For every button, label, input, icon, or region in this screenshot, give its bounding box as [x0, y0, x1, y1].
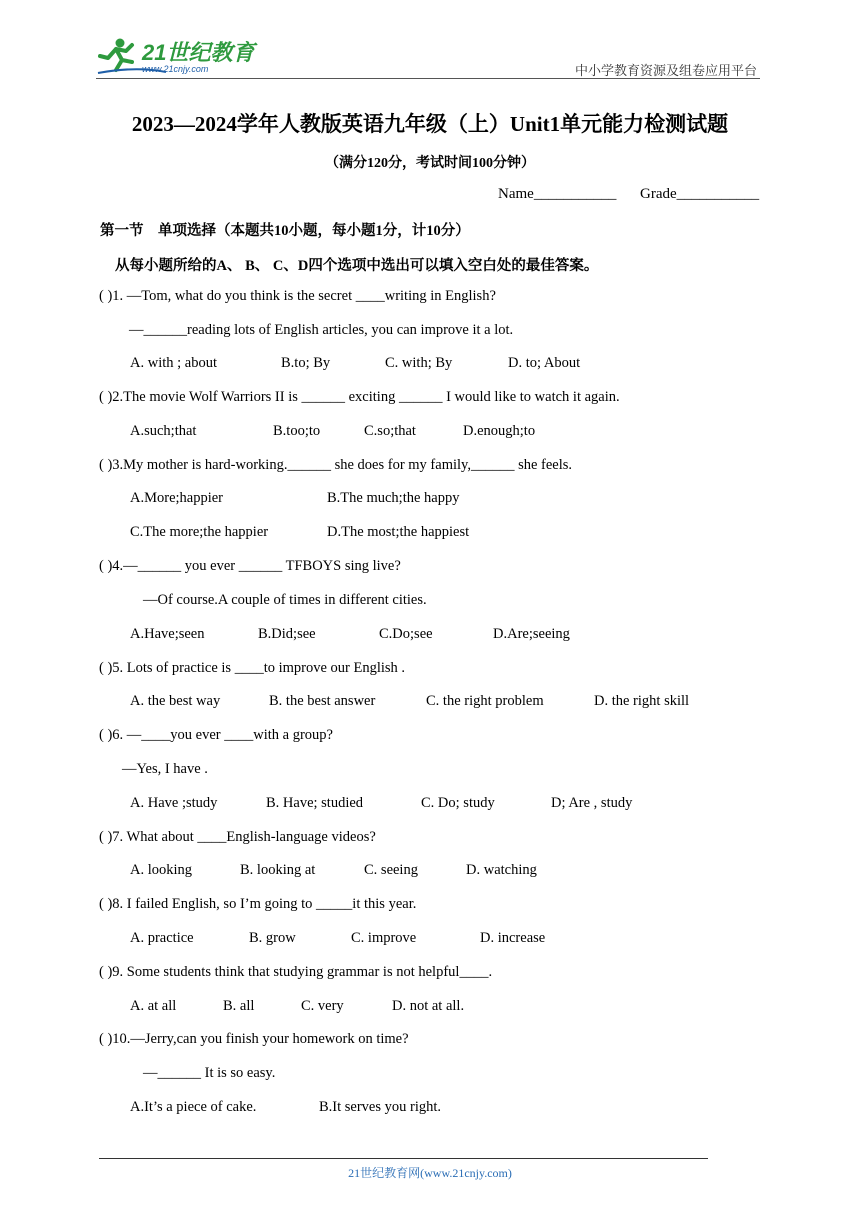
question-2: ( )2.The movie Wolf Warriors II is ______ exciting ______ I would like to watch it again. [99, 389, 620, 405]
option-3b: B.The much;the happy [327, 490, 460, 506]
question-10: ( )10.—Jerry,can you finish your homework on time? [99, 1031, 409, 1047]
footer-link[interactable]: 21世纪教育网(www.21cnjy.com) [348, 1166, 512, 1180]
option-3d: D.The most;the happiest [327, 524, 470, 540]
option-4d: D.Are;seeing [493, 626, 570, 642]
option-2d: D.enough;to [463, 423, 536, 439]
option-8a: A. practice [130, 930, 194, 946]
option-6a: A. Have ;study [130, 795, 218, 811]
option-1c: C. with; By [385, 355, 453, 371]
option-1a: A. with ; about [130, 355, 217, 371]
option-8d: D. increase [480, 930, 546, 946]
option-6d: D; Are , study [551, 795, 633, 811]
question-10-dialog: —______ It is so easy. [143, 1065, 276, 1081]
option-5a: A. the best way [130, 693, 221, 709]
question-4: ( )4.—______ you ever ______ TFBOYS sing live? [99, 558, 401, 574]
option-7b: B. looking at [240, 862, 316, 878]
exam-subtitle: （满分120分，考试时间100分钟） [325, 156, 535, 171]
question-3: ( )3.My mother is hard-working.______ she does for my family,______ she feels. [99, 457, 573, 473]
option-9d: D. not at all. [392, 998, 465, 1014]
name-field: Name___________ [498, 186, 617, 202]
question-1-dialog: —______reading lots of English articles, you can improve it a lot. [129, 322, 514, 338]
question-4-dialog: —Of course.A couple of times in different cities. [143, 592, 427, 608]
question-6: ( )6. —____you ever ____with a group? [99, 727, 333, 743]
option-2b: B.too;to [273, 423, 321, 439]
question-7: ( )7. What about ____English-language videos? [99, 829, 376, 845]
option-3c: C.The more;the happier [130, 524, 269, 540]
logo-text: 21世纪教育 [142, 40, 255, 65]
option-6b: B. Have; studied [266, 795, 364, 811]
instructions: 从每小题所给的A、 B、 C、D四个选项中选出可以填入空白处的最佳答案。 [115, 258, 599, 274]
question-8: ( )8. I failed English, so I’m going to _____it this year. [99, 896, 417, 912]
section-title: 第一节 单项选择（本题共10小题，每小题1分，计10分） [100, 223, 470, 239]
footer-divider [99, 1158, 708, 1159]
page-title: 2023—2024学年人教版英语九年级（上）Unit1单元能力检测试题 [131, 112, 729, 136]
option-4b: B.Did;see [258, 626, 316, 642]
question-1: ( )1. —Tom, what do you think is the secret ____writing in English? [99, 288, 496, 304]
option-6c: C. Do; study [421, 795, 495, 811]
option-1d: D. to; About [508, 355, 581, 371]
option-5c: C. the right problem [426, 693, 544, 709]
runner-logo-icon [96, 36, 266, 78]
option-10b: B.It serves you right. [319, 1099, 442, 1115]
option-4c: C.Do;see [379, 626, 433, 642]
grade-field: Grade___________ [640, 186, 760, 202]
option-8c: C. improve [351, 930, 417, 946]
site-logo [96, 36, 266, 78]
option-3a: A.More;happier [130, 490, 224, 506]
option-9c: C. very [301, 998, 344, 1014]
option-5b: B. the best answer [269, 693, 376, 709]
question-5: ( )5. Lots of practice is ____to improve our English . [99, 660, 406, 676]
option-9b: B. all [223, 998, 255, 1014]
header-divider [96, 78, 760, 79]
question-6-dialog: —Yes, I have . [122, 761, 208, 777]
question-9: ( )9. Some students think that studying grammar is not helpful____. [99, 964, 493, 980]
logo-url: www.21cnjy.com [142, 64, 209, 74]
platform-tagline: 中小学教育资源及组卷应用平台 [575, 63, 758, 78]
option-7c: C. seeing [364, 862, 418, 878]
option-7a: A. looking [130, 862, 193, 878]
option-5d: D. the right skill [594, 693, 690, 709]
option-4a: A.Have;seen [130, 626, 205, 642]
option-2c: C.so;that [364, 423, 416, 439]
option-2a: A.such;that [130, 423, 197, 439]
option-9a: A. at all [130, 998, 177, 1014]
option-10a: A.It’s a piece of cake. [130, 1099, 257, 1115]
option-7d: D. watching [466, 862, 537, 878]
option-1b: B.to; By [281, 355, 331, 371]
option-8b: B. grow [249, 930, 296, 946]
